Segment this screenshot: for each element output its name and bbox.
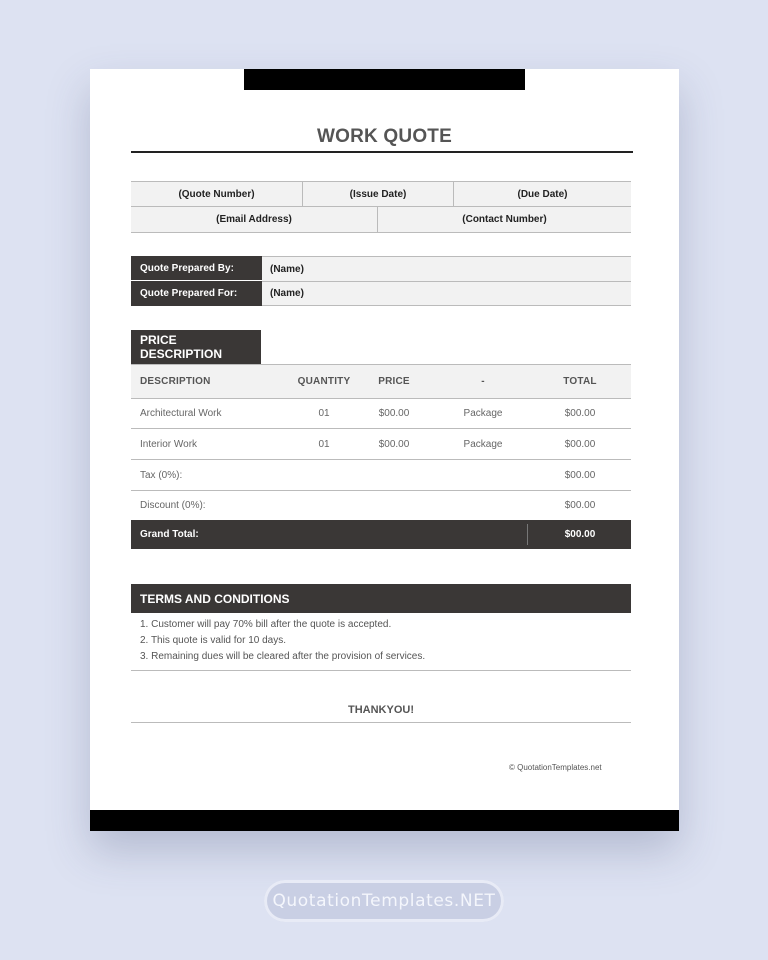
item-description: Architectural Work	[140, 408, 222, 419]
footer-bar	[90, 810, 679, 831]
quote-number-field: (Quote Number)	[131, 182, 303, 207]
prepared-for-value: (Name)	[262, 281, 631, 306]
discount-row	[131, 490, 631, 521]
column-header-price: PRICE	[378, 376, 410, 387]
item-description: Interior Work	[140, 439, 198, 450]
credit-text: © QuotationTemplates.net	[509, 763, 602, 772]
info-row-2	[131, 206, 631, 233]
brand-label: QuotationTemplates.NET	[272, 891, 496, 911]
page-title: WORK QUOTE	[317, 126, 452, 147]
due-date-field: (Due Date)	[517, 189, 568, 200]
table-row	[131, 429, 631, 460]
item-total: $00.00	[564, 408, 596, 419]
prepared-by-value: (Name)	[262, 256, 631, 281]
item-quantity: 01	[318, 408, 330, 419]
title-divider	[131, 151, 633, 153]
price-table-header	[131, 364, 631, 399]
item-quantity: 01	[318, 439, 330, 450]
tax-value: $00.00	[564, 470, 596, 481]
item-price: $00.00	[378, 408, 410, 419]
prepared-for-label: Quote Prepared For:	[131, 281, 262, 306]
info-row-1	[131, 181, 631, 207]
tax-label: Tax (0%):	[140, 470, 183, 481]
quote-sheet	[90, 69, 679, 831]
brand-badge	[264, 880, 504, 922]
list-item: 3. Remaining dues will be cleared after the provision of services.	[140, 651, 426, 662]
prepared-by-label: Quote Prepared By:	[131, 256, 262, 281]
email-address-field: (Email Address)	[131, 207, 378, 232]
column-header-unit: -	[481, 376, 485, 387]
contact-number-field: (Contact Number)	[462, 214, 547, 225]
terms-list	[131, 617, 631, 671]
discount-value: $00.00	[564, 500, 596, 511]
column-header-total: TOTAL	[563, 376, 597, 387]
tax-row	[131, 460, 631, 491]
item-unit: Package	[463, 439, 503, 450]
issue-date-field: (Issue Date)	[303, 182, 454, 207]
header-bar	[244, 69, 525, 90]
grand-total-divider	[527, 524, 528, 545]
grand-total-value: $00.00	[564, 529, 596, 540]
grand-total-row	[131, 520, 631, 549]
price-section-title: PRICE DESCRIPTION	[131, 330, 261, 364]
prepared-by-row	[131, 256, 631, 281]
discount-label: Discount (0%):	[140, 500, 206, 511]
column-header-quantity: QUANTITY	[297, 376, 351, 387]
item-total: $00.00	[564, 439, 596, 450]
grand-total-label: Grand Total:	[140, 529, 199, 540]
table-row	[131, 398, 631, 429]
item-unit: Package	[463, 408, 503, 419]
thank-you-divider	[131, 722, 631, 723]
column-header-description: DESCRIPTION	[140, 376, 211, 387]
thank-you-text: THANKYOU!	[348, 704, 414, 716]
item-price: $00.00	[378, 439, 410, 450]
list-item: 2. This quote is valid for 10 days.	[140, 635, 287, 646]
prepared-for-row	[131, 281, 631, 306]
terms-section-title: TERMS AND CONDITIONS	[131, 584, 631, 613]
list-item: 1. Customer will pay 70% bill after the quote is accepted.	[140, 619, 392, 630]
